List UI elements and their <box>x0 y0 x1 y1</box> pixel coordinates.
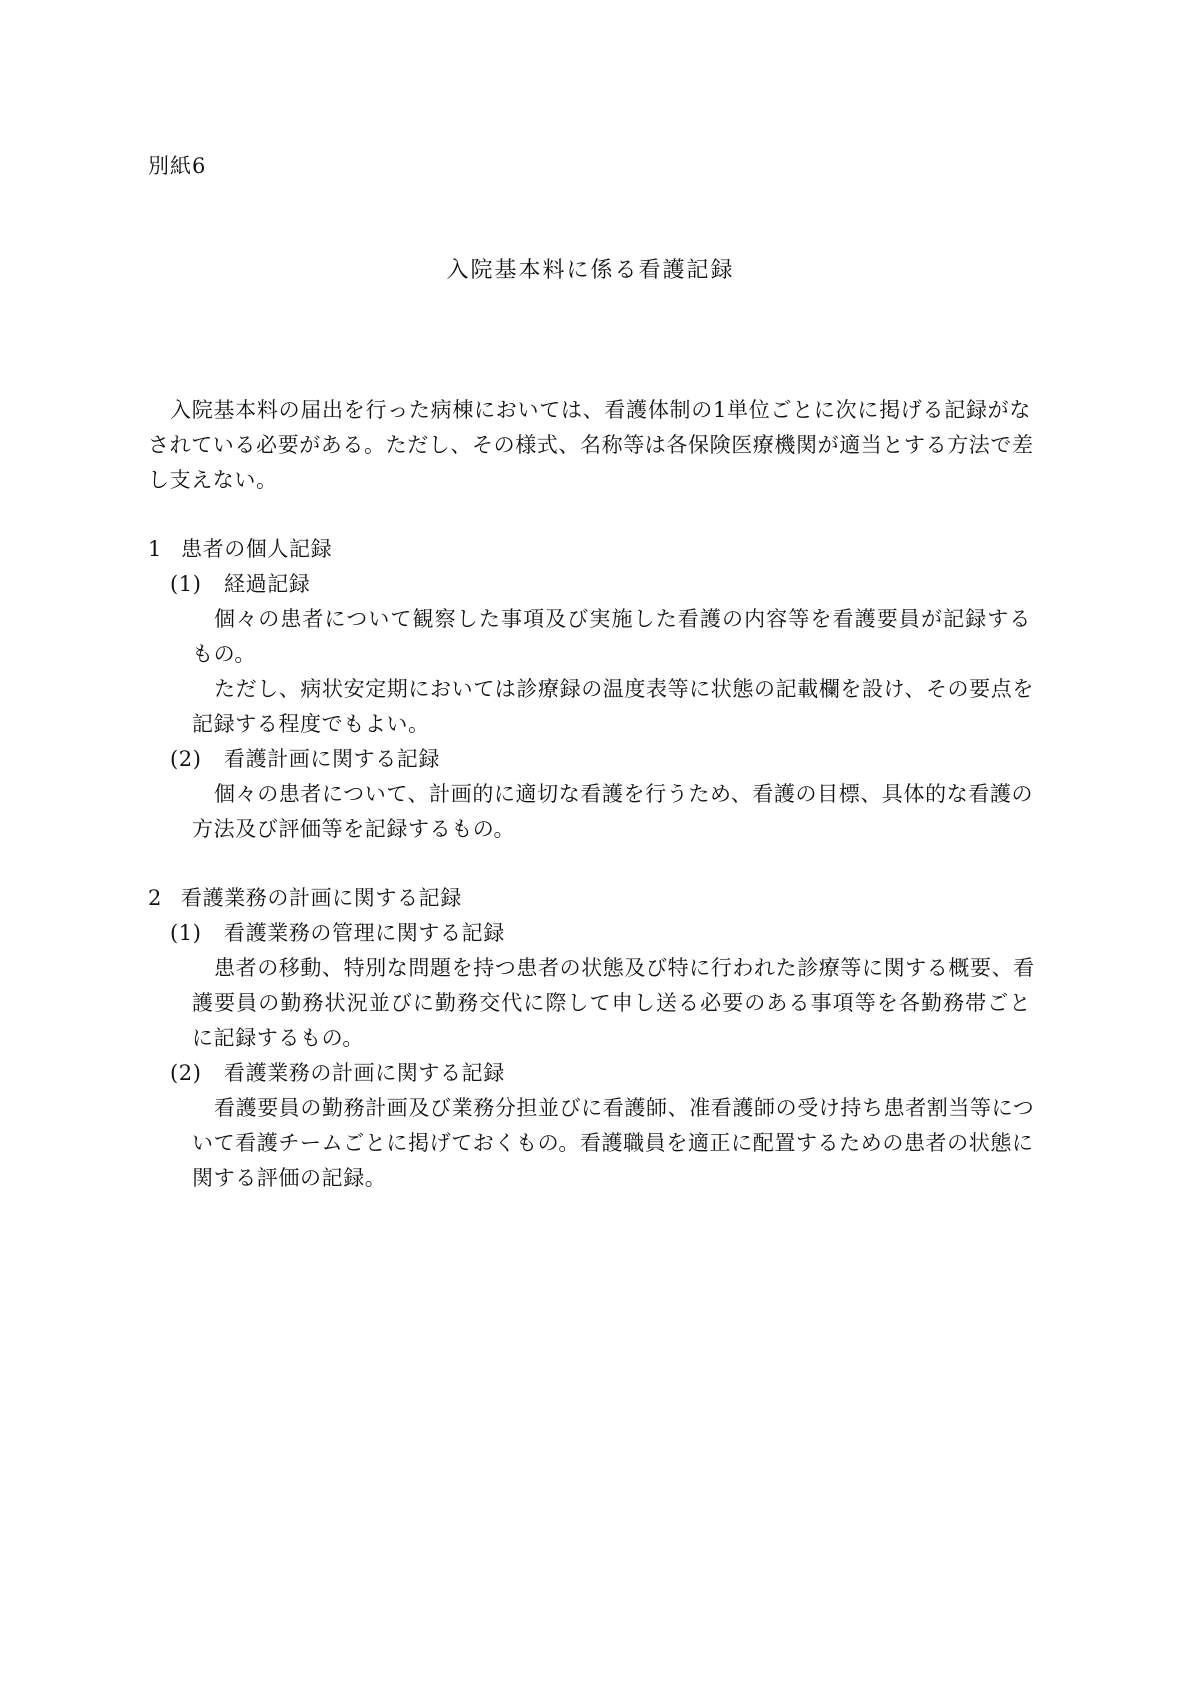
item-line: 個々の患者について観察した事項及び実施した看護の内容等を看護要員が記録する <box>214 607 1031 631</box>
item-line: 患者の移動、特別な問題を持つ患者の状態及び特に行われた診療等に関する概要、看 <box>214 956 1035 980</box>
item-line: いて看護チームごとに掲げておくもの。看護職員を適正に配置するための患者の状態に <box>192 1131 1034 1155</box>
item-line: に記録するもの。 <box>192 1026 364 1050</box>
item-number: (1) <box>170 921 202 945</box>
item-title: 看護計画に関する記録 <box>224 747 440 771</box>
item-line: 看護要員の勤務計画及び業務分担並びに看護師、准看護師の受け持ち患者割当等につ <box>214 1096 1035 1120</box>
item-line: 方法及び評価等を記録するもの。 <box>192 817 516 841</box>
item-number: (2) <box>170 747 202 771</box>
item-number: (2) <box>170 1061 202 1085</box>
document-title: 入院基本料に係る看護記録 <box>446 258 735 283</box>
section-number: 2 <box>148 886 162 910</box>
item-line: ただし、病状安定期においては診療録の温度表等に状態の記載欄を設け、その要点を <box>214 677 1034 701</box>
item-line: 護要員の勤務状況並びに勤務交代に際して申し送る必要のある事項等を各勤務帯ごと <box>192 991 1031 1015</box>
item-heading <box>170 745 440 773</box>
section-title: 患者の個人記録 <box>181 537 333 561</box>
section-heading <box>148 884 462 912</box>
item-heading <box>170 919 505 947</box>
item-line: もの。 <box>192 642 256 666</box>
item-heading <box>170 1059 505 1087</box>
section-heading <box>148 535 332 563</box>
item-line: 個々の患者について、計画的に適切な看護を行うため、看護の目標、具体的な看護の <box>214 782 1034 806</box>
section-number: 1 <box>148 537 162 561</box>
intro-line: し支えない。 <box>148 468 278 492</box>
item-number: (1) <box>170 572 202 596</box>
item-title: 看護業務の管理に関する記録 <box>224 921 505 945</box>
item-heading <box>170 570 310 598</box>
item-line: 記録する程度でもよい。 <box>192 712 430 736</box>
item-line: 関する評価の記録。 <box>192 1166 387 1190</box>
section-title: 看護業務の計画に関する記録 <box>181 886 462 910</box>
intro-line: されている必要がある。ただし、その様式、名称等は各保険医療機関が適当とする方法で差 <box>148 433 1034 457</box>
intro-line: 入院基本料の届出を行った病棟においては、看護体制の1単位ごとに次に掲げる記録がな <box>170 398 1031 422</box>
annex-label: 別紙6 <box>148 154 207 178</box>
item-title: 経過記録 <box>224 572 311 596</box>
item-title: 看護業務の計画に関する記録 <box>224 1061 505 1085</box>
